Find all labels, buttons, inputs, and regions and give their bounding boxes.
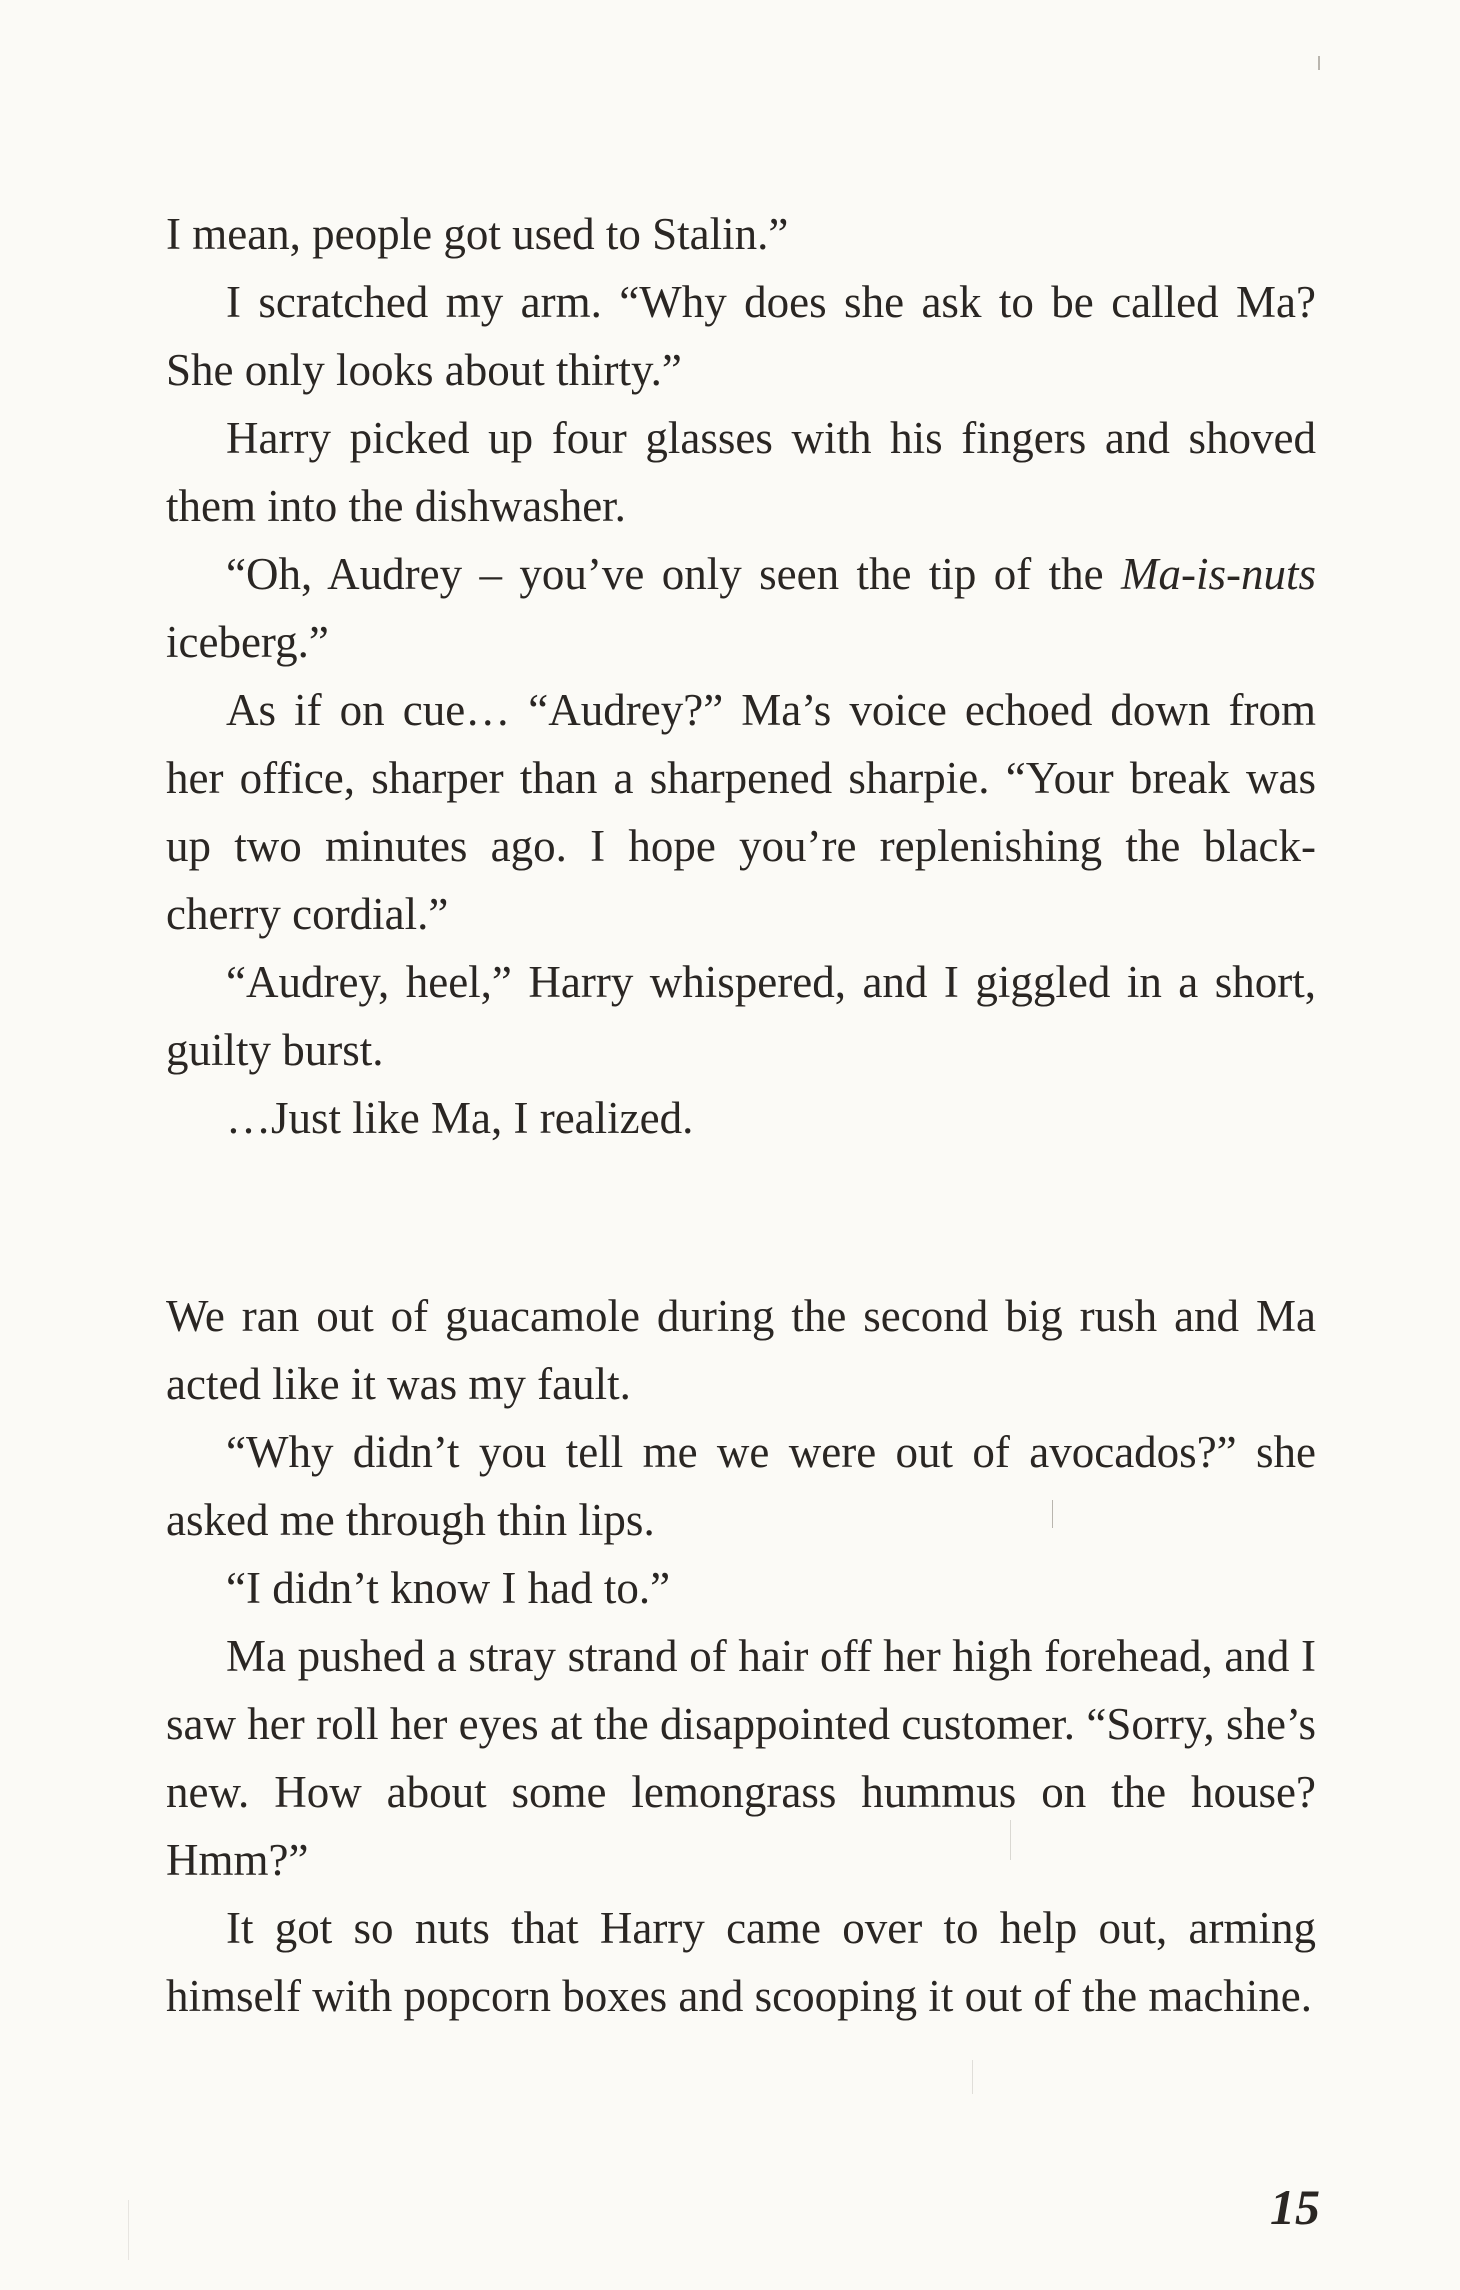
paragraph: I mean, people got used to Stalin.”: [166, 209, 789, 259]
paragraph: As if on cue… “Audrey?” Ma’s voice echoed down from her office, sharper than a sharpened sharpie. “Your break was up two minutes ago. I hope you’re replenishing the black-cherry cordial.”: [166, 685, 1316, 939]
paragraph: It got so nuts that Harry came over to help out, arming himself with popcorn boxes and scooping it out of the machine.: [166, 1903, 1316, 2021]
page-number: 15: [1270, 2179, 1320, 2235]
paragraph: …Just like Ma, I realized.: [226, 1093, 694, 1143]
scan-speck: [1052, 1500, 1053, 1528]
paragraph: I scratched my arm. “Why does she ask to be called Ma? She only looks about thirty.”: [166, 277, 1316, 395]
paragraph-text: iceberg.”: [166, 617, 329, 667]
paragraph: “Audrey, heel,” Harry whispered, and I giggled in a short, guilty burst.: [166, 957, 1316, 1075]
paragraph: [166, 540, 1316, 676]
paragraph: “Why didn’t you tell me we were out of avocados?” she asked me through thin lips.: [166, 1427, 1316, 1545]
scan-speck: [128, 2200, 129, 2260]
scan-speck: [1010, 1820, 1011, 1860]
paragraph: Harry picked up four glasses with his fingers and shoved them into the dishwasher.: [166, 413, 1316, 531]
scan-speck: [972, 2060, 973, 2094]
italic-phrase: Ma-is-nuts: [1121, 549, 1316, 599]
paragraph: “I didn’t know I had to.”: [226, 1563, 671, 1613]
scan-speck: [1318, 56, 1320, 70]
paragraph: We ran out of guacamole during the second big rush and Ma acted like it was my fault.: [166, 1291, 1316, 1409]
paragraph-text: “Oh, Audrey – you’ve only seen the tip of the: [226, 549, 1121, 599]
text-section-2: [166, 1282, 1316, 2030]
paragraph: Ma pushed a stray strand of hair off her high forehead, and I saw her roll her eyes at the disappointed customer. “Sorry, she’s new. How about some lemongrass hummus on the house? Hmm?”: [166, 1631, 1316, 1885]
text-section-1: [166, 200, 1316, 1152]
